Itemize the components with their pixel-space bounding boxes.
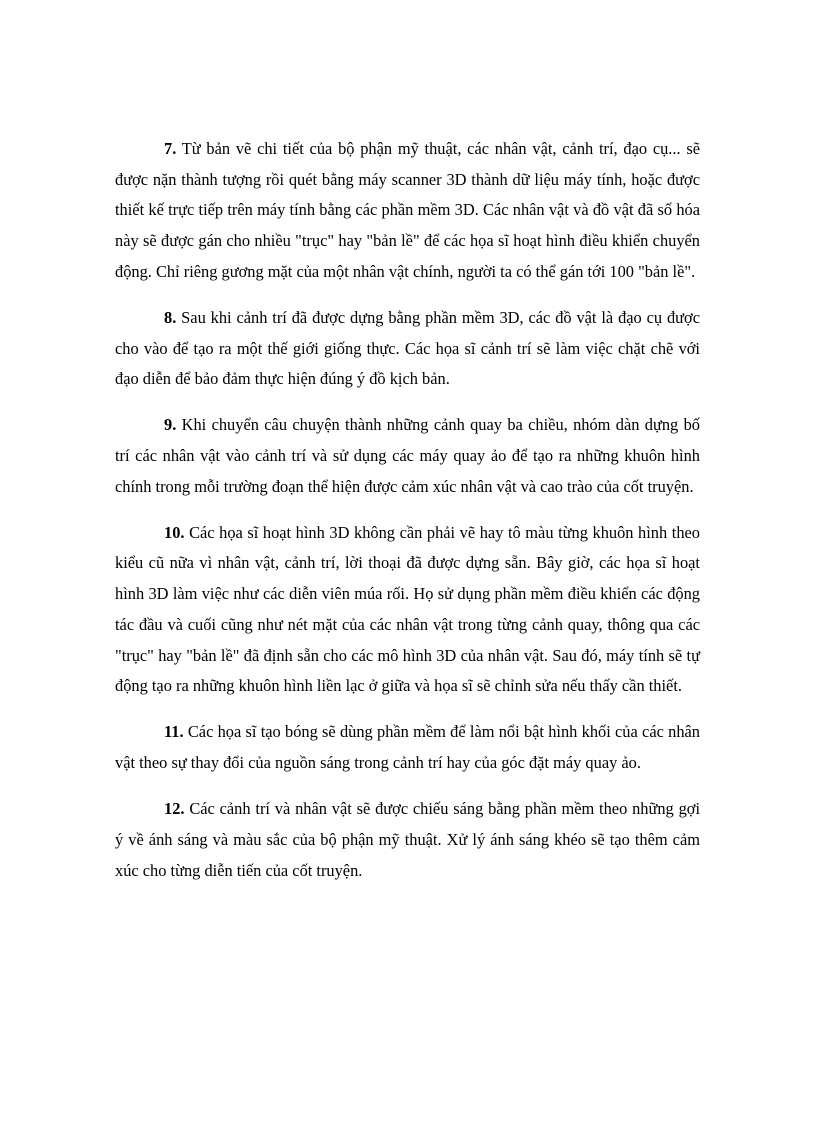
paragraph-text: Các cảnh trí và nhân vật sẽ được chiếu sáng bằng phần mềm theo những gợi ý về ánh sáng và màu sắc của bộ phận mỹ thuật. Xử lý ánh sáng khéo sẽ tạo thêm cảm xúc cho từng diễn tiến của cốt truyện. [115,799,700,880]
paragraph-text: Từ bản vẽ chi tiết của bộ phận mỹ thuật, các nhân vật, cảnh trí, đạo cụ... sẽ được nặn thành tượng rồi quét bằng máy scanner 3D thành dữ liệu máy tính, hoặc được thiết kế trực tiếp trên máy tính bằng các phần mềm 3D. Các nhân vật và đồ vật đã số hóa này sẽ được gán cho nhiều "trục" hay "bản lề" để các họa sĩ hoạt hình điều khiển chuyển động. Chỉ riêng gương mặt của một nhân vật chính, người ta có thể gán tới 100 "bản lề". [115,139,700,281]
paragraph-text: Các họa sĩ hoạt hình 3D không cần phải vẽ hay tô màu từng khuôn hình theo kiểu cũ nữa vì nhân vật, cảnh trí, lời thoại đã được dựng sẵn. Bây giờ, các họa sĩ hoạt hình 3D làm việc như các diễn viên múa rối. Họ sử dụng phần mềm điều khiển các động tác đầu và cuối cũng như nét mặt của các nhân vật trong từng cảnh quay, thông qua các "trục" hay "bản lề" đã định sẵn cho các mô hình 3D của nhân vật. Sau đó, máy tính sẽ tự động tạo ra những khuôn hình liền lạc ở giữa và họa sĩ sẽ chỉnh sửa nếu thấy cần thiết. [115,522,700,696]
paragraph-number: 10. [164,522,185,542]
paragraph-text: Các họa sĩ tạo bóng sẽ dùng phần mềm để làm nổi bật hình khối của các nhân vật theo sự thay đổi của nguồn sáng trong cảnh trí hay của góc đặt máy quay ảo. [115,722,700,773]
paragraph-12 [115,794,700,886]
paragraph-number: 12. [164,799,185,819]
paragraph-8 [115,303,700,395]
paragraph-text: Sau khi cảnh trí đã được dựng bằng phần mềm 3D, các đồ vật là đạo cụ được cho vào để tạo ra một thế giới giống thực. Các họa sĩ cảnh trí sẽ làm việc chặt chẽ với đạo diễn để bảo đảm thực hiện đúng ý đồ kịch bản. [115,308,700,389]
paragraph-number: 11. [164,722,184,742]
paragraph-9 [115,410,700,502]
paragraph-number: 7. [164,139,177,158]
paragraph-10 [115,518,700,702]
document-page [115,134,700,902]
paragraph-number: 8. [164,308,177,328]
paragraph-11 [115,717,700,778]
paragraph-7 [115,134,700,288]
paragraph-number: 9. [164,415,177,435]
paragraph-text: Khi chuyển câu chuyện thành những cảnh quay ba chiều, nhóm dàn dựng bố trí các nhân vật vào cảnh trí và sử dụng các máy quay ảo để tạo ra những khuôn hình chính trong mỗi trường đoạn thể hiện được cảm xúc nhân vật và cao trào của cốt truyện. [115,415,700,496]
